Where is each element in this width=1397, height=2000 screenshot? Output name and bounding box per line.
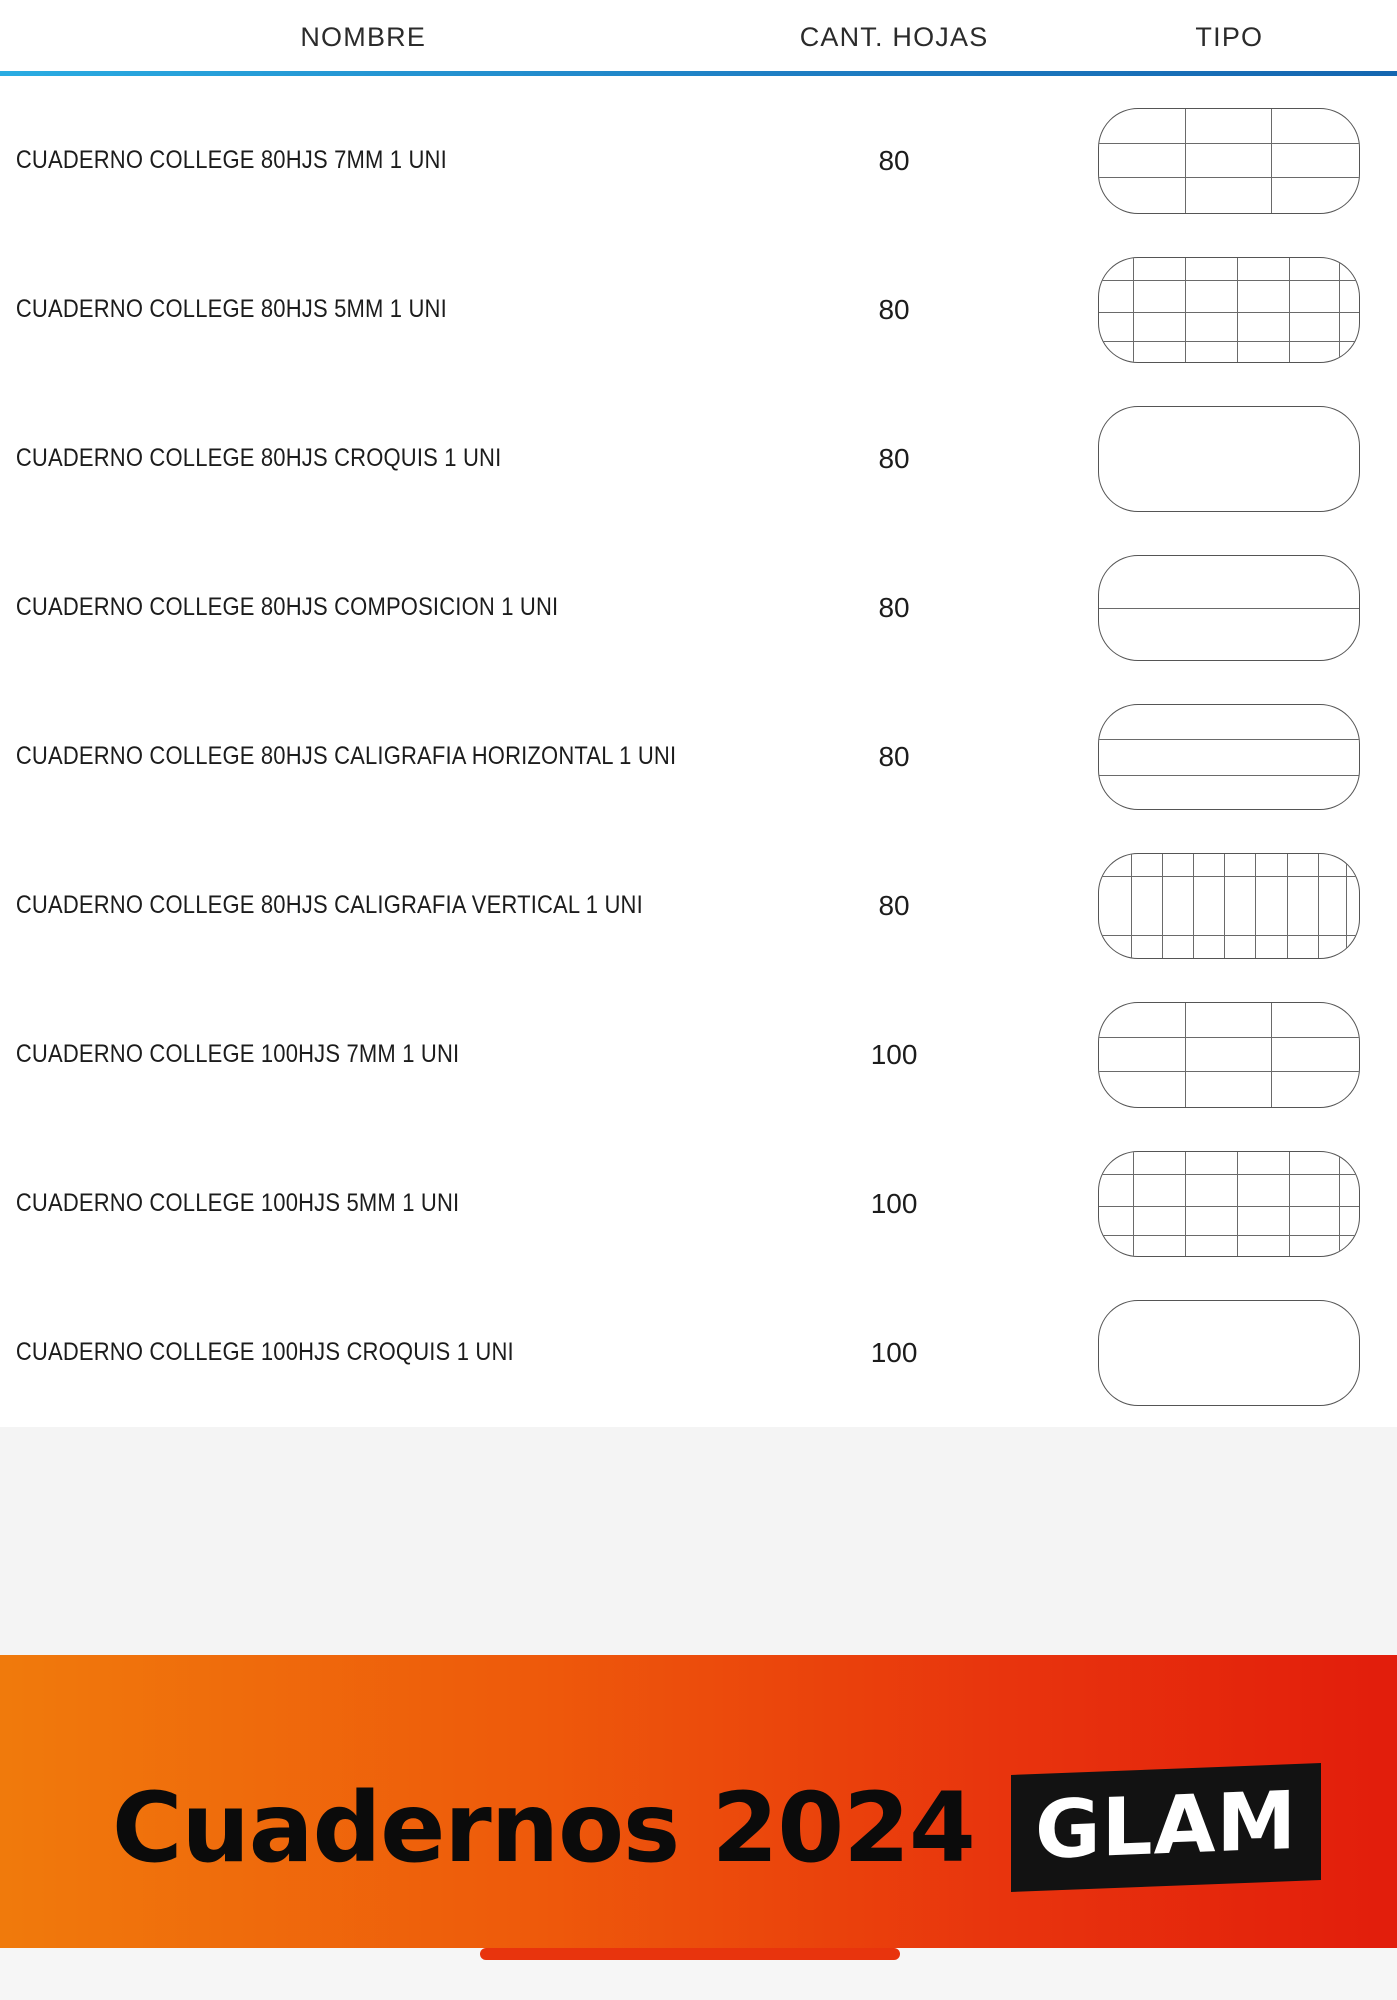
- table-row: [0, 1129, 1397, 1278]
- table-row: [0, 86, 1397, 235]
- product-name: CUADERNO COLLEGE 80HJS COMPOSICION 1 UNI: [15, 593, 559, 621]
- column-header-nombre: NOMBRE: [300, 22, 427, 52]
- ruling-double-line-icon: [1098, 704, 1360, 810]
- column-header-tipo: TIPO: [1195, 22, 1264, 52]
- product-type-thumbnail: [1062, 108, 1397, 214]
- table-row: [0, 831, 1397, 980]
- product-name: CUADERNO COLLEGE 100HJS 5MM 1 UNI: [15, 1189, 460, 1217]
- product-name: CUADERNO COLLEGE 80HJS 5MM 1 UNI: [15, 295, 447, 323]
- product-type-thumbnail: [1062, 704, 1397, 810]
- table-row: [0, 235, 1397, 384]
- banner-accent-bar: [480, 1948, 900, 1960]
- ruling-vertical-grid-icon: [1098, 853, 1360, 959]
- product-sheets: 80: [878, 889, 910, 921]
- product-type-thumbnail: [1062, 1300, 1397, 1406]
- footer-banner: [0, 1655, 1397, 2000]
- page-spacer: [0, 1427, 1397, 1655]
- product-sheets: 80: [878, 591, 910, 623]
- product-name: CUADERNO COLLEGE 80HJS 7MM 1 UNI: [15, 146, 447, 174]
- product-type-thumbnail: [1062, 406, 1397, 512]
- product-type-thumbnail: [1062, 853, 1397, 959]
- product-name: CUADERNO COLLEGE 80HJS CALIGRAFIA HORIZONTAL 1 UNI: [15, 742, 677, 770]
- product-sheets: 80: [878, 740, 910, 772]
- product-type-thumbnail: [1062, 555, 1397, 661]
- ruling-blank-icon: [1098, 406, 1360, 512]
- table-row: [0, 533, 1397, 682]
- product-sheets: 100: [870, 1336, 918, 1368]
- product-type-thumbnail: [1062, 1151, 1397, 1257]
- product-sheets: 100: [870, 1187, 918, 1219]
- ruling-blank-icon: [1098, 1300, 1360, 1406]
- product-name: CUADERNO COLLEGE 80HJS CROQUIS 1 UNI: [15, 444, 502, 472]
- product-name: CUADERNO COLLEGE 80HJS CALIGRAFIA VERTICAL 1 UNI: [15, 891, 643, 919]
- table-row: [0, 682, 1397, 831]
- column-header-cantidad-hojas: CANT. HOJAS: [799, 22, 989, 52]
- ruling-grid-fine-icon: [1098, 1151, 1360, 1257]
- product-name: CUADERNO COLLEGE 100HJS CROQUIS 1 UNI: [15, 1338, 514, 1366]
- table-row: [0, 384, 1397, 533]
- table-header-row: [0, 0, 1397, 71]
- ruling-grid-fine-icon: [1098, 257, 1360, 363]
- product-sheets: 80: [878, 442, 910, 474]
- brand-logo-glam: GLAM: [1011, 1763, 1321, 1892]
- ruling-grid-wide-icon: [1098, 108, 1360, 214]
- product-type-thumbnail: [1062, 1002, 1397, 1108]
- product-sheets: 100: [870, 1038, 918, 1070]
- product-sheets: 80: [878, 293, 910, 325]
- table-body: [0, 76, 1397, 1427]
- table-row: [0, 980, 1397, 1129]
- table-row: [0, 1278, 1397, 1427]
- banner-title: Cuadernos 2024: [112, 1771, 975, 1884]
- product-sheets: 80: [878, 144, 910, 176]
- ruling-grid-wide-icon: [1098, 1002, 1360, 1108]
- banner-bottom-strip: [0, 1948, 1397, 2000]
- ruling-single-line-icon: [1098, 555, 1360, 661]
- product-type-thumbnail: [1062, 257, 1397, 363]
- product-name: CUADERNO COLLEGE 100HJS 7MM 1 UNI: [15, 1040, 460, 1068]
